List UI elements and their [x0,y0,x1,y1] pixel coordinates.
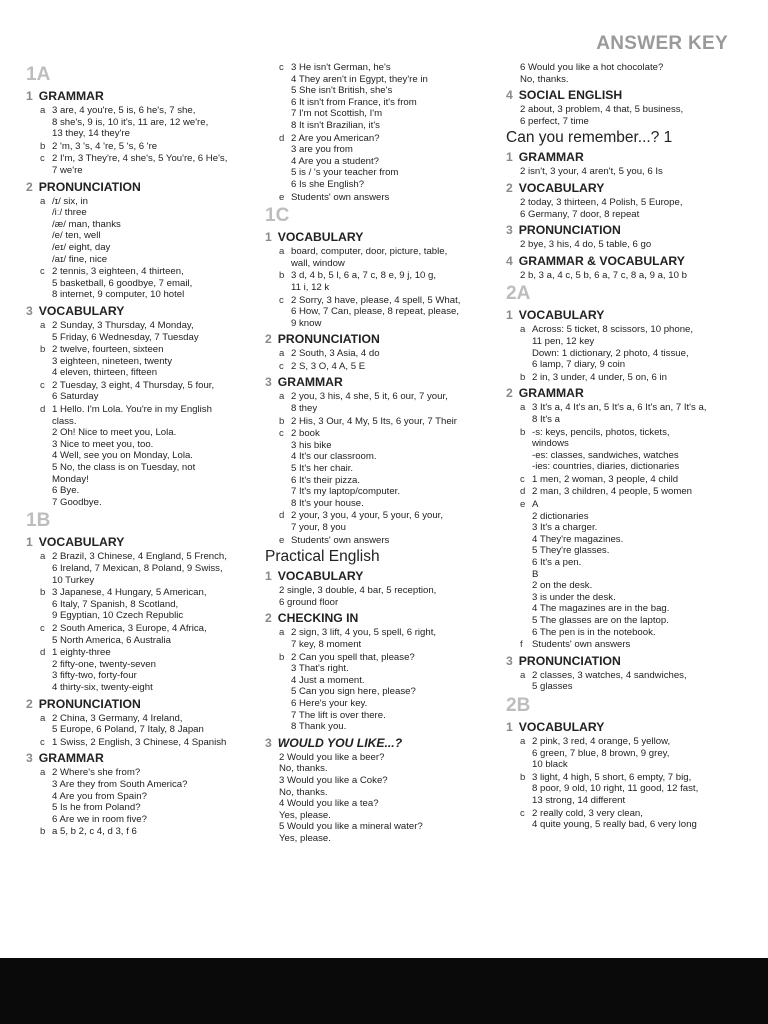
answer-key-letter: e [520,499,526,511]
unit-heading: 1C [265,205,290,227]
exercise-title: GRAMMAR [518,150,584,165]
answer-key-letter: a [279,348,285,360]
answer-text: 2 Are you American? 3 are you from 4 Are you a student? 5 is / 's your teacher from 6 Is she English? [291,132,399,190]
answer-item [40,380,258,403]
section-group-heading: Practical English [265,548,380,566]
answer-item [520,670,746,693]
exercise-number: 3 [26,303,33,318]
answer-item [40,587,258,622]
answer-item [520,499,746,638]
exercise-heading [26,697,258,711]
unit-heading: 2A [506,283,531,305]
answer-text: -s: keys, pencils, photos, tickets, windows -es: classes, sandwiches, watches -ies: countries, diaries, dictionaries [532,426,680,473]
answer-item [279,652,501,733]
answer-item [520,486,746,498]
exercise-heading [26,180,258,194]
exercise-heading [506,308,746,322]
answer-text: 3 Japanese, 4 Hungary, 5 American, 6 Italy, 7 Spanish, 8 Scotland, 9 Egyptian, 10 Czech Republic [52,587,207,622]
exercise-number: 3 [506,653,513,668]
answer-key-letter: a [520,402,526,414]
exercise-heading [26,304,258,318]
exercise-number: 4 [506,88,513,103]
exercise-title: SOCIAL ENGLISH [518,88,623,103]
answer-text: 2 Where's she from? 3 Are they from South America? 4 Are you from Spain? 5 Is he from Poland? 6 Are we in room five? [52,767,188,825]
exercise-number: 2 [265,332,272,347]
answer-item [279,133,501,191]
answer-item [279,62,501,132]
answer-item [520,402,746,425]
exercise-number: 1 [265,230,272,245]
answer-key-letter: a [279,627,285,639]
exercise-number: 1 [506,150,513,165]
answer-key-letter: c [520,807,525,819]
answer-text: 2 really cold, 3 very clean, 4 quite young, 5 really bad, 6 very long [532,807,697,831]
answer-text: 1 eighty-three 2 fifty-one, twenty-seven 3 fifty-two, forty-four 4 thirty-six, twenty-eight [52,647,156,693]
exercise-title: VOCABULARY [518,180,605,195]
answer-text: 2 Would you like a beer? No, thanks. 3 Would you like a Coke? No, thanks. 4 Would you like a tea? Yes, please. 5 Would you like a mineral water? Yes, please. [279,751,423,844]
exercise-heading [26,89,258,103]
exercise-title: PRONUNCIATION [518,653,621,668]
answer-item [40,713,258,736]
answer-key-letter: a [520,669,526,681]
answer-key-letter: b [40,344,46,356]
answer-item [279,361,501,373]
answer-key-letter: d [520,486,526,498]
answer-item [520,772,746,807]
answer-text: 2 sign, 3 lift, 4 you, 5 spell, 6 right, 7 key, 8 moment [291,627,437,650]
answer-key-letter: c [279,360,284,372]
column-2 [265,62,501,845]
answer-item [40,344,258,379]
exercise-heading [26,535,258,549]
column-3 [506,62,746,832]
answer-item [40,767,258,825]
answer-item [40,141,258,153]
exercise-title: GRAMMAR [38,89,104,103]
unit-heading: 1B [26,510,51,532]
answer-item [40,320,258,343]
answer-text: 2 Brazil, 3 Chinese, 4 England, 5 French, 6 Ireland, 7 Mexican, 8 Poland, 9 Swiss, 10 Turkey [52,551,227,586]
exercise-number: 4 [506,253,513,268]
answer-item [520,427,746,473]
answer-text: board, computer, door, picture, table, wall, window [291,246,448,269]
exercise-number: 1 [506,719,513,734]
answer-key-letter: a [279,391,285,403]
answer-text: Students' own answers [291,534,390,546]
exercise-title: GRAMMAR [277,375,343,390]
answer-item [279,428,501,509]
answer-item [40,105,258,140]
answer-text: 2 Sorry, 3 have, please, 4 spell, 5 What, 6 How, 7 Can, please, 8 repeat, please, 9 know [291,294,461,329]
answer-item [279,391,501,414]
answer-text: 2 South, 3 Asia, 4 do [291,348,380,360]
unit-heading: 2B [506,694,531,716]
exercise-heading [265,375,501,389]
answer-key-letter: c [40,379,45,391]
answer-text: 3 d, 4 b, 5 l, 6 a, 7 c, 8 e, 9 j, 10 g, 11 i, 12 k [291,270,437,293]
answer-key-letter: a [40,767,46,779]
exercise-number: 2 [26,179,33,194]
answer-key-letter: b [40,587,46,599]
answer-text: 2 about, 3 problem, 4 that, 5 business, 6 perfect, 7 time [520,104,684,127]
exercise-heading [265,332,501,346]
exercise-title: VOCABULARY [518,719,605,734]
exercise-title: VOCABULARY [38,303,125,318]
answer-item [40,196,258,266]
exercise-title: PRONUNCIATION [38,179,141,194]
exercise-number: 1 [26,535,33,550]
answer-text: 2 isn't, 3 your, 4 aren't, 5 you, 6 Is [520,166,663,178]
answer-key-letter: b [520,426,526,438]
answer-text: 2 His, 3 Our, 4 My, 5 Its, 6 your, 7 Their [291,415,458,427]
bottom-black-bar [0,958,768,1024]
answer-key-letter: a [279,246,285,258]
answer-text: 2 'm, 3 's, 4 're, 5 's, 6 're [52,140,158,152]
answer-item [520,736,746,771]
exercise-title: PRONUNCIATION [518,223,621,238]
answer-key-letter: c [40,736,45,748]
exercise-title: GRAMMAR & VOCABULARY [518,253,685,268]
answer-text: 3 It's a, 4 It's an, 5 It's a, 6 It's an, 7 It's a, 8 It's a [532,402,707,425]
answer-text: 2 Sunday, 3 Thursday, 4 Monday, 5 Friday, 6 Wednesday, 7 Tuesday [52,319,199,343]
exercise-heading [265,230,501,244]
answer-key-letter: a [40,551,46,563]
exercise-title: VOCABULARY [38,535,125,550]
answer-text: 2 Can you spell that, please? 3 That's right. 4 Just a moment. 5 Can you sign here, please? 6 Here's your key. 7 The lift is over there. 8 Thank you. [291,651,416,733]
answer-key-letter: c [279,294,284,306]
answer-text: 2 South America, 3 Europe, 4 Africa, 5 North America, 6 Australia [52,622,207,646]
answer-item [279,416,501,428]
answer-text: 6 Would you like a hot chocolate? No, thanks. [520,62,664,85]
exercise-number: 2 [506,386,513,401]
exercise-heading [265,611,501,625]
answer-text: Across: 5 ticket, 8 scissors, 10 phone, 11 pen, 12 key Down: 1 dictionary, 2 photo, 4 tissue, 6 lamp, 7 diary, 9 coin [532,324,694,371]
answer-item [279,348,501,360]
answer-key-letter: d [279,132,285,144]
answer-key-letter: a [40,105,46,116]
answer-text: 2 I'm, 3 They're, 4 she's, 5 You're, 6 He's, 7 we're [52,153,228,176]
answer-text: 2 Tuesday, 3 eight, 4 Thursday, 5 four, 6 Saturday [52,379,215,403]
answer-text: 2 pink, 3 red, 4 orange, 5 yellow, 6 green, 7 blue, 8 brown, 9 grey, 10 black [532,735,671,771]
answer-text: 1 Hello. I'm Lola. You're in my English class. 2 Oh! Nice to meet you, Lola. 3 Nice to meet you, too. 4 Well, see you on Monday, Lola. 5 No, the class is on Tuesday, not Monday! 6 Bye. 7 Goodbye. [52,404,212,508]
answer-key-letter: f [520,639,523,651]
answer-key-letter: d [40,404,46,416]
answer-key-letter: c [40,622,45,634]
answer-item [520,808,746,831]
exercise-number: 2 [26,696,33,711]
answer-text: 2 S, 3 O, 4 A, 5 E [291,360,366,372]
exercise-title: GRAMMAR [518,386,584,401]
answer-text: 3 light, 4 high, 5 short, 6 empty, 7 big, 8 poor, 9 old, 10 right, 11 good, 12 fast, 13 strong, 14 different [532,771,699,806]
answer-text: 2 China, 3 Germany, 4 Ireland, 5 Europe, 6 Poland, 7 Italy, 8 Japan [52,712,204,736]
answer-item [279,535,501,547]
exercise-heading [265,736,501,750]
answer-key-letter: b [520,371,526,383]
answer-text: 2 bye, 3 his, 4 do, 5 table, 6 go [520,239,652,251]
exercise-heading [265,569,501,583]
exercise-title: VOCABULARY [277,230,364,245]
answer-text: Students' own answers [532,639,631,651]
answer-key-letter: c [279,62,284,73]
answer-item [279,246,501,269]
answer-item [40,551,258,586]
answer-item [279,295,501,330]
exercise-heading [506,386,746,400]
answer-key-letter: a [40,712,46,724]
exercise-number: 2 [506,180,513,195]
answer-item [40,623,258,646]
section-group-heading: Can you remember...? 1 [506,129,673,147]
answer-key-letter: a [520,735,526,747]
answer-key-letter: d [279,510,285,522]
answer-text: 3 are, 4 you're, 5 is, 6 he's, 7 she, 8 she's, 9 is, 10 it's, 11 are, 12 we're, 13 they, 14 they're [52,105,209,140]
answer-item [279,510,501,533]
unit-heading: 1A [26,64,51,85]
answer-key-letter: e [279,191,285,203]
answer-key-letter: c [520,473,525,485]
exercise-title: CHECKING IN [277,611,359,626]
answer-key-letter: c [279,428,284,440]
column-1 [26,62,258,839]
answer-key-letter: c [40,266,45,278]
answer-key-letter: b [40,140,46,152]
answer-text: 1 Swiss, 2 English, 3 Chinese, 4 Spanish [52,736,227,748]
answer-text: /ɪ/ six, in /iː/ three /æ/ man, thanks /e/ ten, well /eɪ/ eight, day /aɪ/ fine, nice [52,195,121,265]
exercise-heading [506,88,746,102]
answer-item [520,324,746,370]
exercise-number: 3 [506,223,513,238]
answer-text: 2 b, 3 a, 4 c, 5 b, 6 a, 7 c, 8 a, 9 a, 10 b [520,269,687,281]
answer-key-letter: d [40,647,46,659]
answer-key-letter: b [279,651,285,663]
exercise-number: 3 [265,375,272,390]
answer-key-letter: b [279,270,285,282]
answer-key-letter: b [520,771,526,783]
answer-item [40,647,258,693]
answer-text: 2 classes, 3 watches, 4 sandwiches, 5 glasses [532,669,687,693]
answer-item [279,627,501,650]
answer-text: 2 twelve, fourteen, sixteen 3 eighteen, nineteen, twenty 4 eleven, thirteen, fifteen [52,344,173,379]
answer-item [40,266,258,301]
answer-text: 2 your, 3 you, 4 your, 5 your, 6 your, 7 your, 8 you [291,510,443,533]
exercise-title: VOCABULARY [518,308,605,323]
exercise-heading [506,654,746,668]
answer-item [279,192,501,204]
exercise-heading [26,751,258,765]
answer-text: 2 single, 3 double, 4 bar, 5 reception, 6 ground floor [279,585,437,608]
exercise-number: 3 [26,751,33,766]
answer-item [520,474,746,486]
exercise-heading [506,254,746,268]
answer-item [40,737,258,749]
answer-text: a 5, b 2, c 4, d 3, f 6 [52,826,137,838]
answer-text: 2 man, 3 children, 4 people, 5 women [532,486,692,498]
exercise-number: 1 [26,89,33,103]
exercise-title: WOULD YOU LIKE...? [277,735,403,750]
exercise-title: PRONUNCIATION [277,332,380,347]
answer-text: 1 men, 2 woman, 3 people, 4 child [532,473,679,485]
answer-item [520,372,746,384]
answer-text: 3 He isn't German, he's 4 They aren't in Egypt, they're in 5 She isn't British, she's 6 It isn't from France, it's from 7 I'm not Scottish, I'm 8 It isn't Brazilian, it's [291,62,428,131]
answer-text: 2 book 3 his bike 4 It's our classroom. 5 It's her chair. 6 It's their pizza. 7 It's my laptop/computer. 8 It's your house. [291,428,401,509]
answer-key-letter: c [40,153,45,165]
answer-item [40,826,258,838]
answer-item [520,639,746,651]
exercise-title: GRAMMAR [38,751,104,766]
exercise-number: 3 [265,735,272,750]
exercise-title: PRONUNCIATION [38,696,141,711]
page-title: ANSWER KEY [596,33,728,54]
exercise-number: 2 [265,611,272,626]
exercise-heading [506,720,746,734]
answer-text: A 2 dictionaries 3 It's a charger. 4 They're magazines. 5 They're glasses. 6 It's a pen. B 2 on the desk. 3 is under the desk. 4 The magazines are in the bag. 5 The glasses are on the laptop. 6 The pen is in the notebook. [532,499,670,638]
answer-key-letter: a [520,324,526,336]
answer-key-letter: a [40,195,46,207]
exercise-heading [506,181,746,195]
answer-item [279,270,501,293]
answer-text: 2 in, 3 under, 4 under, 5 on, 6 in [532,371,667,383]
exercise-heading [506,223,746,237]
answer-key-letter: a [40,319,46,331]
answer-key-letter: b [279,415,285,427]
exercise-number: 1 [265,569,272,584]
answer-text: Students' own answers [291,191,390,203]
answer-text: 2 you, 3 his, 4 she, 5 it, 6 our, 7 your, 8 they [291,391,448,415]
exercise-number: 1 [506,308,513,323]
answer-text: 2 today, 3 thirteen, 4 Polish, 5 Europe, 6 Germany, 7 door, 8 repeat [520,196,683,220]
answer-key-letter: e [279,534,285,546]
exercise-heading [506,150,746,164]
answer-key-letter: b [40,826,46,838]
answer-item [40,404,258,508]
answer-item [40,153,258,176]
answer-text: 2 tennis, 3 eighteen, 4 thirteen, 5 basketball, 6 goodbye, 7 email, 8 internet, 9 computer, 10 hotel [52,266,193,301]
exercise-title: VOCABULARY [277,569,364,584]
